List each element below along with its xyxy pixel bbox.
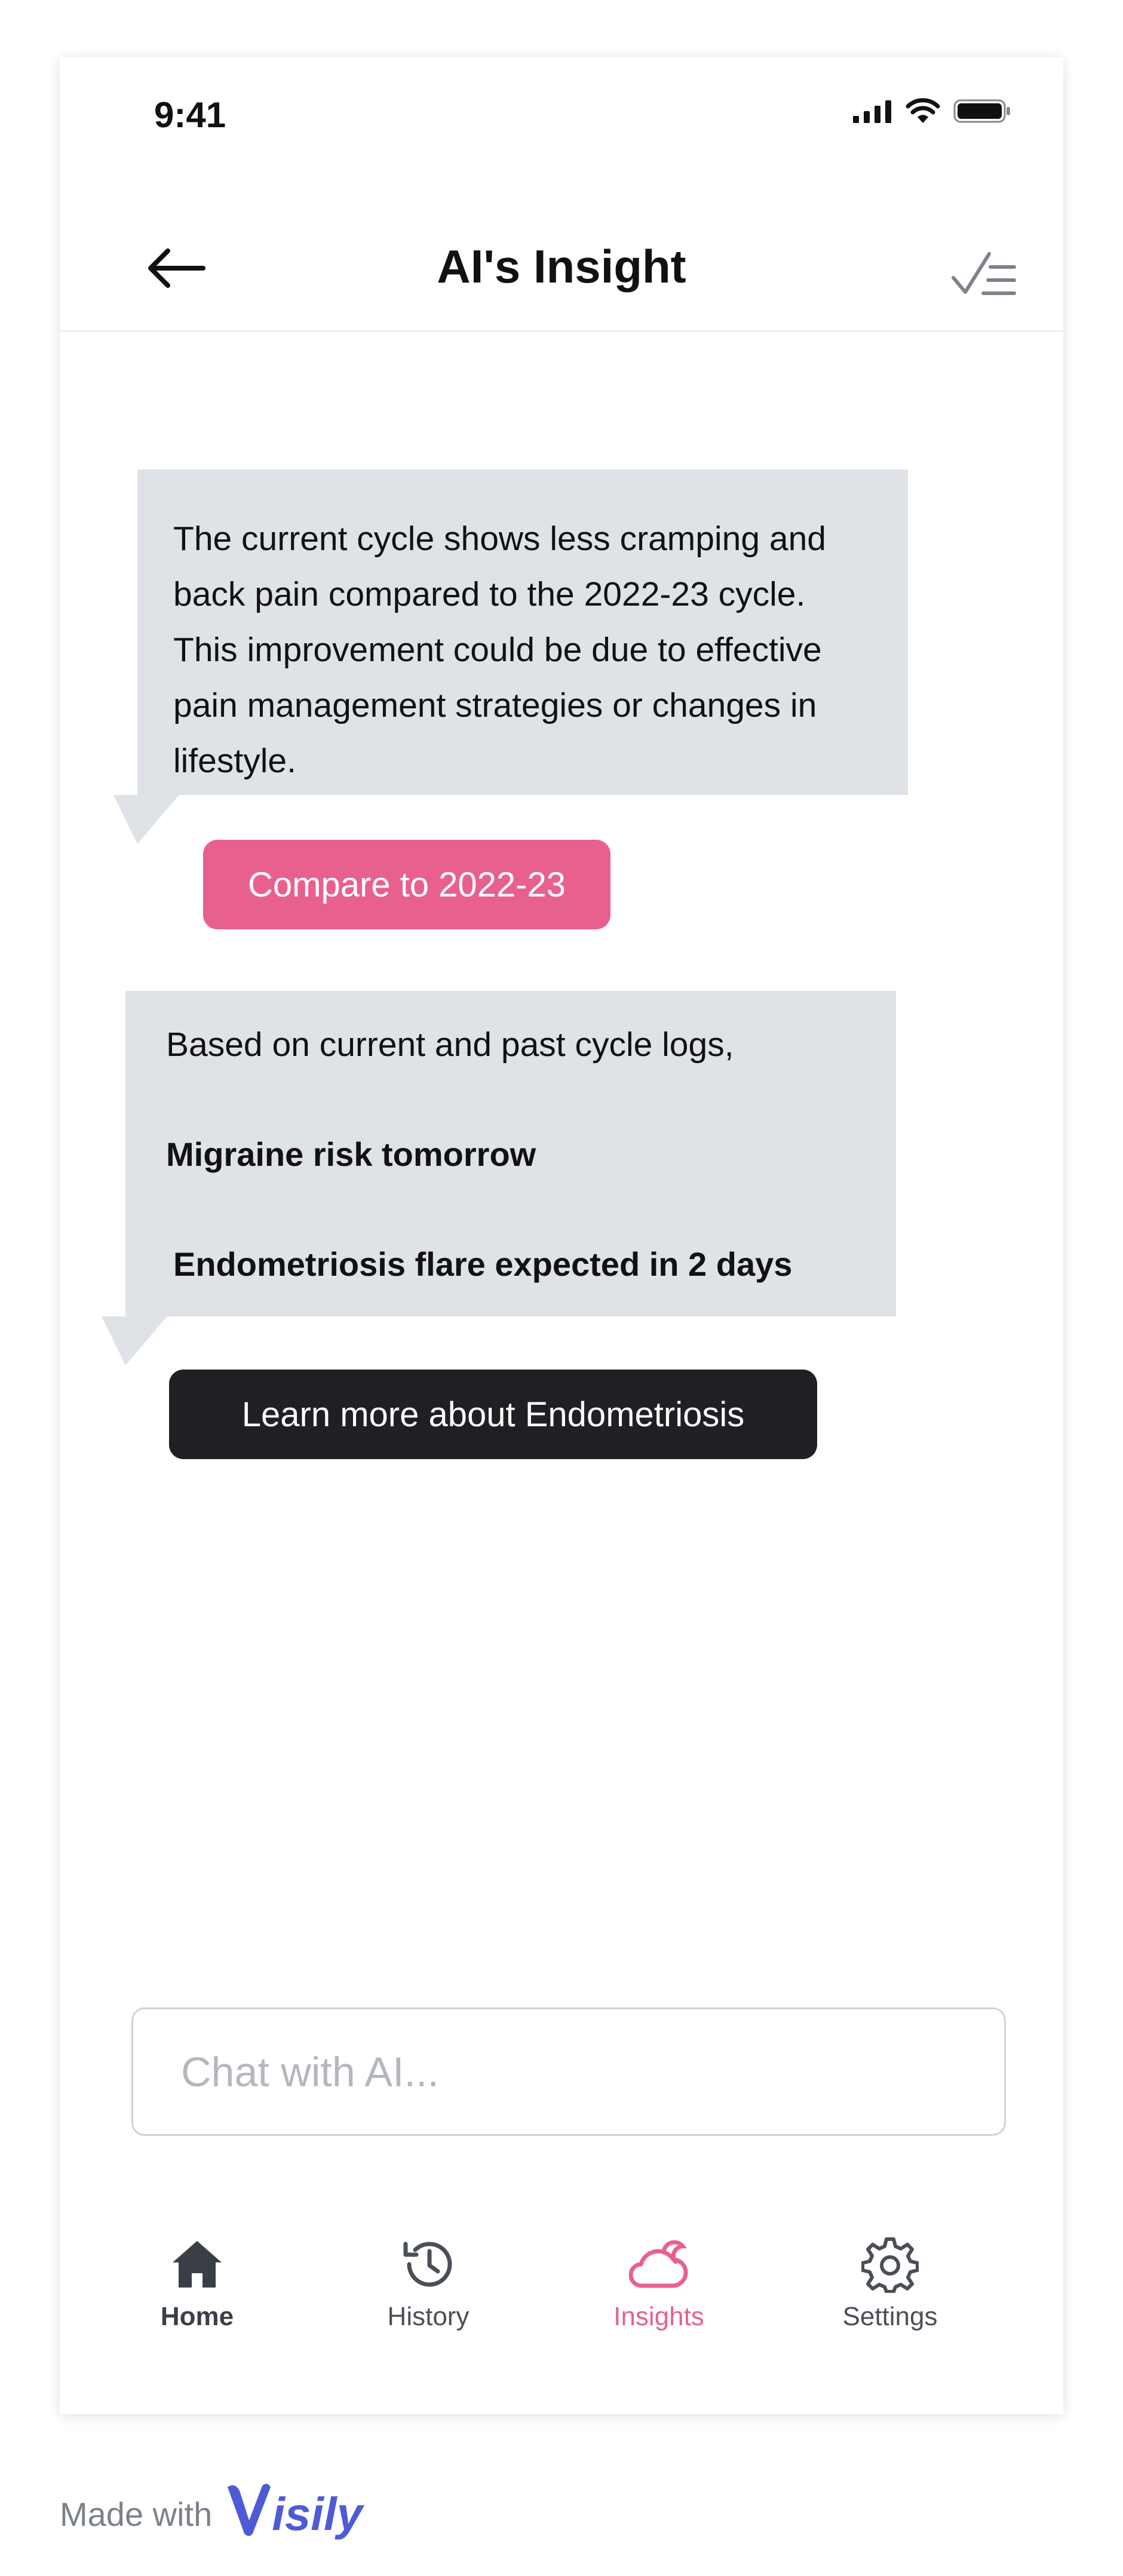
nav-item-home[interactable] [108,2231,287,2332]
status-time: 9:41 [154,95,226,135]
nav-label-insights: Insights [613,2302,704,2331]
nav-item-insights[interactable] [569,2231,748,2332]
nav-label-settings: Settings [842,2302,938,2331]
nav-item-history[interactable] [339,2231,518,2332]
nav-label-home: Home [160,2302,234,2331]
settings-icon [861,2231,919,2297]
checklist-button[interactable] [945,242,1023,308]
visily-brand-text: isily [272,2488,363,2540]
nav-label-history: History [387,2302,470,2331]
page-title: AI's Insight [437,240,686,293]
compare-button[interactable]: Compare to 2022-23 [203,840,610,929]
phone-frame [60,57,1063,2414]
learn-more-button[interactable]: Learn more about Endometriosis [169,1370,817,1459]
ai-message-text: The current cycle shows less cramping and back pain compared to the 2022-23 cycle. This improvement could be due to effective pain management strategies or changes in lifestyle. [173,520,826,780]
bottom-nav [60,2231,1063,2351]
prediction-endometriosis: Endometriosis flare expected in 2 days [173,1245,793,1283]
checklist-icon [951,250,1017,301]
prediction-migraine: Migraine risk tomorrow [166,1135,536,1173]
home-icon [170,2231,224,2297]
battery-icon [953,98,1011,127]
insights-icon [629,2231,689,2297]
status-icons [853,98,1011,127]
chat-input[interactable] [131,2007,1006,2136]
app-header [60,171,1063,332]
made-with-footer [60,2479,363,2550]
visily-logo[interactable] [224,2479,363,2550]
cellular-signal-icon [853,99,892,126]
ai-prediction-bubble [125,991,896,1316]
visily-v-mark-icon [224,2479,272,2550]
nav-item-settings[interactable] [800,2231,980,2332]
made-with-text: Made with [60,2495,213,2533]
wifi-icon [906,98,940,127]
ai-message-bubble [137,469,908,795]
history-icon [400,2231,457,2297]
prediction-intro: Based on current and past cycle logs, [166,1026,734,1064]
